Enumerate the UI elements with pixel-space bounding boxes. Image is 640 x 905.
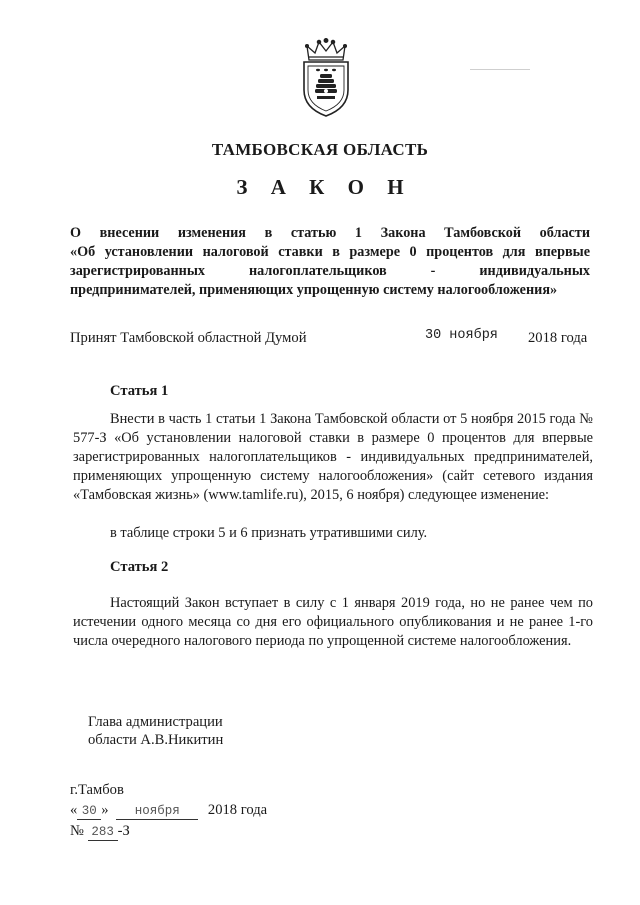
quote-close: »	[101, 802, 109, 818]
signing-month: ноября	[116, 803, 198, 820]
signature-title: Глава администрации	[88, 714, 223, 730]
adoption-label: Принят Тамбовской областной Думой	[70, 330, 307, 346]
signature-block	[88, 713, 223, 749]
beehive-icon	[315, 74, 337, 99]
number-sign: №	[70, 823, 84, 839]
region-title: ТАМБОВСКАЯ ОБЛАСТЬ	[211, 140, 429, 159]
bee-icon	[316, 69, 336, 71]
coat-of-arms-emblem	[295, 38, 357, 118]
document-type-title: З А К О Н	[236, 175, 413, 199]
quote-open: «	[70, 802, 78, 818]
signing-year: 2018 года	[207, 802, 268, 818]
article-1-title: Статья 1	[110, 383, 169, 399]
number-suffix: -З	[117, 823, 130, 839]
law-number-value: 283	[88, 824, 118, 841]
subject-line: «Об установлении налоговой ставки в размере 0 процентов для впервые	[70, 244, 590, 260]
law-subject	[70, 224, 590, 300]
signing-date	[70, 802, 267, 820]
crown-icon	[306, 39, 347, 60]
adoption-date: 30 ноября	[425, 328, 498, 343]
subject-line: предпринимателей, применяющих упрощенную систему налогообложения»	[70, 282, 558, 298]
article-1-text: Внести в часть 1 статьи 1 Закона Тамбовской области от 5 ноября 2015 года № 577-З «Об установлении налоговой ставки в размере 0 процентов для впервые зарегистрированных налогоплательщиков - индивидуальных предпринимателей, применяющих упрощенную систему налогообложения» (сайт сетевого издания «Тамбовская жизнь» (www.tamlife.ru), 2015, 6 ноября) следующее изменение:	[73, 411, 593, 503]
law-number	[70, 823, 130, 841]
signature-name: области А.В.Никитин	[88, 732, 224, 748]
subject-line: О внесении изменения в статью 1 Закона Тамбовской области	[70, 225, 590, 241]
signing-day: 30	[77, 803, 101, 820]
article-2-text: Настоящий Закон вступает в силу с 1 января 2019 года, но не ранее чем по истечении одного месяца со дня его официального опубликования и не ранее 1-го числа очередного налогового периода по упрощенной системе налогообложения.	[73, 595, 593, 649]
adoption-year: 2018 года	[528, 330, 588, 346]
city: г.Тамбов	[70, 782, 124, 798]
scan-artifact	[470, 69, 530, 70]
subject-line: зарегистрированных налогоплательщиков - индивидуальных	[70, 263, 590, 279]
article-1-item: в таблице строки 5 и 6 признать утратившими силу.	[110, 525, 428, 541]
article-2-title: Статья 2	[110, 559, 169, 575]
